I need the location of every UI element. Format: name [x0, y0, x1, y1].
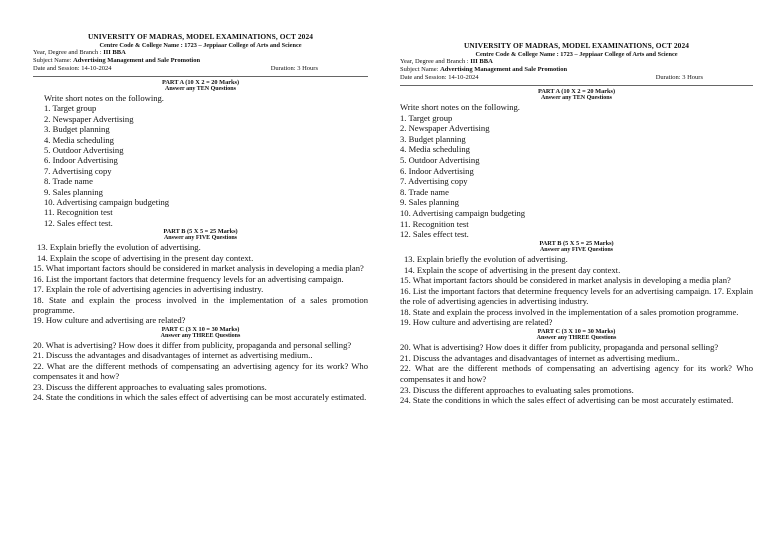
part-a-heading: PART A (10 X 2 = 20 Marks) — [537, 87, 616, 95]
question-21: 21. Discuss the advantages and disadvantages of internet as advertising medium.. — [33, 350, 313, 361]
list-item: 4. Media scheduling — [400, 144, 470, 155]
part-a-intro: Write short notes on the following. — [400, 101, 520, 112]
question-16: 16. List the important factors that determine frequency levels for an advertising campaign. — [33, 273, 344, 284]
question-18: 18. State and explain the process involved in the implementation of a sales promotion programme. — [33, 294, 368, 315]
list-item: 7. Advertising copy — [44, 165, 112, 176]
list-item: 4. Media scheduling — [44, 134, 114, 145]
centre-college-name: Centre Code & College Name : 1723 – Jeppiaar College of Arts and Science — [99, 41, 302, 49]
question-15: 15. What important factors should be considered in market analysis in developing a media plan? — [33, 263, 364, 274]
list-item: 11. Recognition test — [44, 207, 113, 218]
question-20: 20. What is advertising? How does it differ from publicity, propaganda and personal selling? — [400, 342, 719, 353]
subject-label: Subject Name: — [33, 57, 74, 65]
question-23: 23. Discuss the different approaches to evaluating sales promotions. — [33, 381, 267, 392]
part-c-heading: PART C (3 X 10 = 30 Marks) — [537, 328, 616, 336]
subject-name — [400, 66, 753, 74]
centre-college-name: Centre Code & College Name : 1723 – Jeppiaar College of Arts and Science — [475, 50, 678, 58]
part-a-heading: PART A (10 X 2 = 20 Marks) — [161, 78, 240, 86]
list-item: 5. Outdoor Advertising — [44, 145, 124, 156]
question-14: 14. Explain the scope of advertising in the present day context. — [37, 252, 254, 263]
subject-value: Advertising Management and Sale Promotion — [73, 57, 201, 65]
list-item: 3. Budget planning — [400, 133, 466, 144]
header-divider — [33, 76, 368, 77]
list-item: 5. Outdoor Advertising — [400, 154, 480, 165]
part-b-heading: PART B (5 X 5 = 25 Marks) — [539, 239, 614, 247]
exam-sheet-right-content — [400, 42, 753, 406]
exam-title: UNIVERSITY OF MADRAS, MODEL EXAMINATIONS, OCT 2024 — [87, 32, 314, 41]
list-item: 2. Newspaper Advertising — [44, 113, 134, 124]
question-18: 18. State and explain the process involved in the implementation of a sales promotion programme. — [400, 306, 739, 317]
list-item: 12. Sales effect test. — [44, 217, 113, 228]
date-session: Date and Session: 14-10-2024 — [400, 73, 479, 81]
question-19: 19. How culture and advertising are related? — [33, 315, 186, 326]
exam-sheet-right — [384, 0, 768, 543]
list-item: 10. Advertising campaign budgeting — [400, 207, 526, 218]
date-session: Date and Session: 14-10-2024 — [33, 64, 112, 72]
subject-name — [33, 57, 368, 65]
year-value: III BBA — [103, 49, 126, 57]
list-item: 7. Advertising copy — [400, 176, 468, 187]
question-20: 20. What is advertising? How does it differ from publicity, propaganda and personal selling? — [33, 339, 352, 350]
year-label: Year, Degree and Branch : — [33, 49, 104, 57]
question-24: 24. State the conditions in which the sales effect of advertising can be most accurately estimated. — [33, 391, 367, 402]
list-item: 9. Sales planning — [44, 186, 103, 197]
part-a-instruction: Answer any TEN Questions — [165, 85, 236, 92]
duration: Duration: 3 Hours — [270, 64, 318, 72]
part-c-instruction: Answer any THREE Questions — [536, 335, 617, 342]
question-17: 17. Explain the role of advertising agencies in advertising industry. — [33, 284, 264, 295]
list-item: 10. Advertising campaign budgeting — [44, 197, 170, 208]
list-item: 1. Target group — [400, 112, 453, 123]
question-13: 13. Explain briefly the evolution of advertising. — [404, 253, 568, 264]
part-a-instruction: Answer any TEN Questions — [541, 94, 612, 101]
list-item: 11. Recognition test — [400, 218, 469, 229]
header-divider — [400, 85, 753, 86]
list-item: 12. Sales effect test. — [400, 229, 469, 240]
part-b-instruction: Answer any FIVE Questions — [163, 235, 238, 242]
exam-title: UNIVERSITY OF MADRAS, MODEL EXAMINATIONS, OCT 2024 — [463, 41, 690, 50]
year-label: Year, Degree and Branch : — [400, 58, 471, 66]
subject-value: Advertising Management and Sale Promotion — [440, 66, 568, 74]
question-16-17: 16. List the important factors that determine frequency levels for an advertising campaign. 17. Explain the role of advertising agencies in advertising industry. — [400, 285, 753, 307]
question-22: 22. What are the different methods of compensating an advertising agency for its work? Who compensates it and how? — [400, 363, 753, 385]
year-value: III BBA — [470, 58, 493, 66]
date-duration-row — [400, 74, 753, 82]
part-c-instruction: Answer any THREE Questions — [160, 332, 241, 339]
part-a-list — [33, 93, 368, 228]
part-a-intro: Write short notes on the following. — [44, 92, 164, 103]
exam-sheet-left-content — [33, 33, 368, 402]
list-item: 6. Indoor Advertising — [400, 165, 474, 176]
question-23: 23. Discuss the different approaches to evaluating sales promotions. — [400, 384, 634, 395]
part-b-instruction: Answer any FIVE Questions — [539, 246, 614, 253]
part-b-heading: PART B (5 X 5 = 25 Marks) — [163, 228, 238, 236]
question-24: 24. State the conditions in which the sales effect of advertising can be most accurately estimated. — [400, 395, 734, 406]
list-item: 1. Target group — [44, 103, 97, 114]
list-item: 3. Budget planning — [44, 124, 110, 135]
question-15: 15. What important factors should be considered in market analysis in developing a media plan? — [400, 275, 731, 286]
question-22: 22. What are the different methods of compensating an advertising agency for its work? Who compensates it and how? — [33, 360, 368, 382]
list-item: 8. Trade name — [44, 176, 93, 187]
subject-label: Subject Name: — [400, 66, 441, 74]
question-13: 13. Explain briefly the evolution of advertising. — [37, 242, 201, 253]
list-item: 2. Newspaper Advertising — [400, 123, 490, 134]
part-c-heading: PART C (3 X 10 = 30 Marks) — [161, 325, 240, 333]
question-19: 19. How culture and advertising are related? — [400, 317, 553, 328]
date-duration-row — [33, 65, 368, 73]
list-item: 9. Sales planning — [400, 197, 459, 208]
list-item: 8. Trade name — [400, 186, 449, 197]
year-degree-branch — [33, 49, 368, 57]
list-item: 6. Indoor Advertising — [44, 155, 118, 166]
year-degree-branch — [400, 58, 753, 66]
question-21: 21. Discuss the advantages and disadvantages of internet as advertising medium.. — [400, 352, 680, 363]
question-14: 14. Explain the scope of advertising in the present day context. — [404, 264, 621, 275]
duration: Duration: 3 Hours — [655, 73, 703, 81]
